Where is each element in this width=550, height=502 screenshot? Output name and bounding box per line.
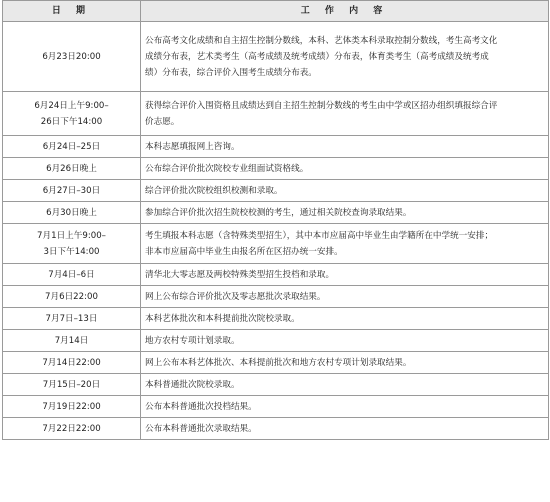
work-content-cell bbox=[141, 22, 549, 92]
work-column-header: 工 作 内 容 bbox=[141, 1, 549, 22]
work-text: 网上公布本科艺体批次、本科提前批次和地方农村专项计划录取结果。 bbox=[145, 357, 412, 368]
table-row bbox=[3, 224, 549, 264]
date-text: 7月4日–6日 bbox=[48, 269, 95, 280]
table-row bbox=[3, 308, 549, 330]
date-cell bbox=[3, 22, 141, 92]
table-row bbox=[3, 374, 549, 396]
date-text: 7月15日–20日 bbox=[42, 379, 101, 390]
work-text: 清华北大零志愿及两校特殊类型招生投档和录取。 bbox=[145, 269, 335, 280]
date-cell bbox=[3, 396, 141, 418]
date-text: 7月14日 bbox=[54, 335, 89, 346]
work-content-cell bbox=[141, 264, 549, 286]
work-content-cell bbox=[141, 308, 549, 330]
date-text: 6月23日20:00 bbox=[42, 51, 101, 62]
date-text: 7月7日–13日 bbox=[45, 313, 98, 324]
date-cell bbox=[3, 352, 141, 374]
work-content-cell bbox=[141, 158, 549, 180]
work-content-cell bbox=[141, 286, 549, 308]
date-text: 6月24日上午9:00– bbox=[34, 100, 109, 111]
date-text: 26日下午14:00 bbox=[40, 116, 103, 127]
date-text: 7月19日22:00 bbox=[42, 401, 101, 412]
table-row bbox=[3, 352, 549, 374]
date-cell bbox=[3, 136, 141, 158]
date-text: 6月30日晚上 bbox=[46, 207, 97, 218]
work-text: 地方农村专项计划录取。 bbox=[145, 335, 240, 346]
work-content-cell bbox=[141, 136, 549, 158]
date-text: 7月14日22:00 bbox=[42, 357, 101, 368]
table-row bbox=[3, 418, 549, 440]
date-text: 6月27日–30日 bbox=[42, 185, 101, 196]
date-text: 7月6日22:00 bbox=[45, 291, 98, 302]
work-text: 公布综合评价批次院校专业组面试资格线。 bbox=[145, 163, 309, 174]
work-text: 成绩分布表，艺术类考生（高考成绩及统考成绩）分布表，体育类考生（高考成绩及统考成 bbox=[145, 51, 489, 62]
date-cell bbox=[3, 418, 141, 440]
date-cell bbox=[3, 374, 141, 396]
work-content-cell bbox=[141, 418, 549, 440]
header-row bbox=[3, 1, 549, 22]
work-text: 价志愿。 bbox=[145, 116, 180, 127]
work-text: 本科志愿填报网上咨询。 bbox=[145, 141, 240, 152]
admission-schedule-table bbox=[2, 0, 549, 440]
date-cell bbox=[3, 158, 141, 180]
work-content-cell bbox=[141, 330, 549, 352]
table-row bbox=[3, 22, 549, 92]
date-cell bbox=[3, 224, 141, 264]
work-content-cell bbox=[141, 92, 549, 136]
work-text: 网上公布综合评价批次及零志愿批次录取结果。 bbox=[145, 291, 326, 302]
date-cell bbox=[3, 264, 141, 286]
date-text: 7月22日22:00 bbox=[42, 423, 101, 434]
date-cell bbox=[3, 286, 141, 308]
date-cell bbox=[3, 180, 141, 202]
work-text: 考生填报本科志愿（含特殊类型招生），其中本市应届高中毕业生由学籍所在中学统一安排； bbox=[145, 230, 494, 241]
date-text: 3日下午14:00 bbox=[43, 246, 100, 257]
work-content-cell bbox=[141, 180, 549, 202]
work-text: 非本市应届高中毕业生由报名所在区招办统一安排。 bbox=[145, 246, 343, 257]
date-text: 6月24日–25日 bbox=[42, 141, 101, 152]
work-content-cell bbox=[141, 396, 549, 418]
work-text: 本科普通批次院校录取。 bbox=[145, 379, 240, 390]
date-cell bbox=[3, 308, 141, 330]
table-row bbox=[3, 92, 549, 136]
work-text: 公布本科普通批次投档结果。 bbox=[145, 401, 257, 412]
date-text: 7月1日上午9:00– bbox=[37, 230, 106, 241]
table-row bbox=[3, 136, 549, 158]
date-cell bbox=[3, 202, 141, 224]
work-content-cell bbox=[141, 202, 549, 224]
date-cell bbox=[3, 330, 141, 352]
table-row bbox=[3, 264, 549, 286]
date-column-header: 日 期 bbox=[3, 1, 141, 22]
date-cell bbox=[3, 92, 141, 136]
table-row bbox=[3, 180, 549, 202]
table-row bbox=[3, 330, 549, 352]
work-text: 参加综合评价批次招生院校校测的考生，通过相关院校查询录取结果。 bbox=[145, 207, 412, 218]
table-row bbox=[3, 396, 549, 418]
work-text: 获得综合评价入围资格且成绩达到自主招生控制分数线的考生由中学或区招办组织填报综合评 bbox=[145, 100, 498, 111]
work-text: 综合评价批次院校组织校测和录取。 bbox=[145, 185, 283, 196]
work-text: 公布本科普通批次录取结果。 bbox=[145, 423, 257, 434]
work-content-cell bbox=[141, 374, 549, 396]
work-text: 公布高考文化成绩和自主招生控制分数线，本科、艺体类本科录取控制分数线，考生高考文化 bbox=[145, 35, 498, 46]
table-row bbox=[3, 286, 549, 308]
work-text: 绩）分布表，综合评价入围考生成绩分布表。 bbox=[145, 67, 317, 78]
table-row bbox=[3, 202, 549, 224]
work-content-cell bbox=[141, 352, 549, 374]
table-row bbox=[3, 158, 549, 180]
work-content-cell bbox=[141, 224, 549, 264]
date-text: 6月26日晚上 bbox=[46, 163, 97, 174]
work-text: 本科艺体批次和本科提前批次院校录取。 bbox=[145, 313, 300, 324]
